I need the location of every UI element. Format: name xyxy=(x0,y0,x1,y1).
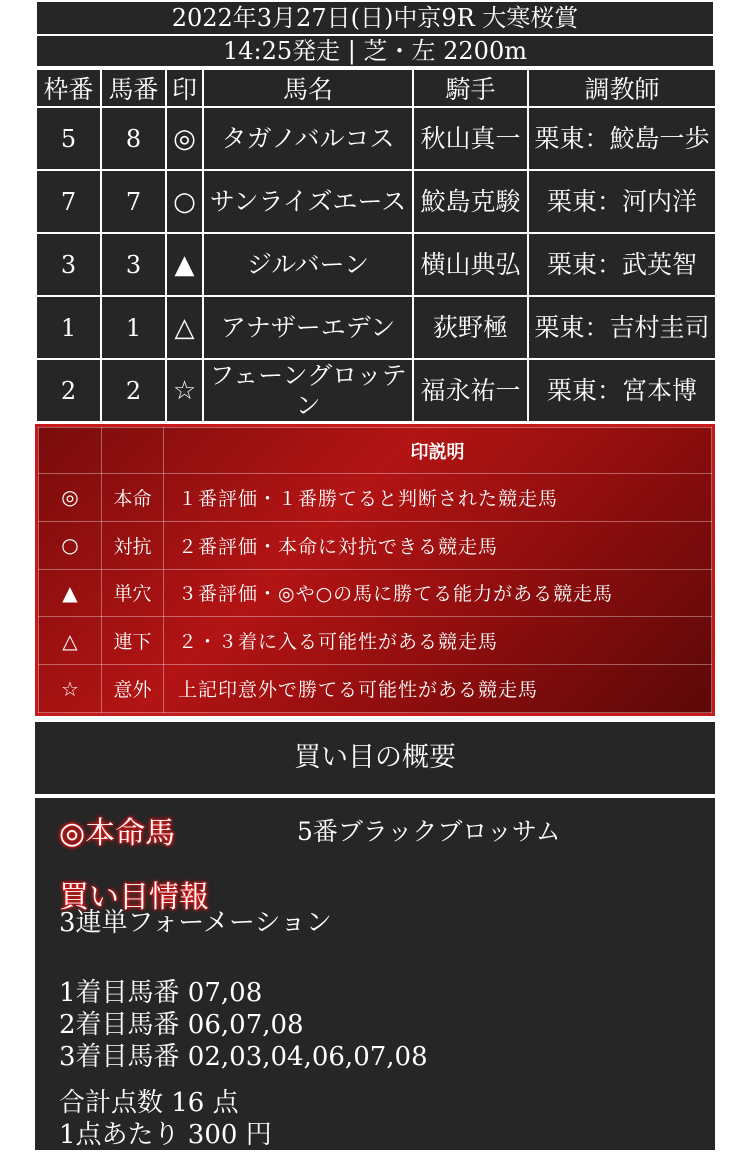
summary-panel xyxy=(35,798,715,1150)
legend-desc: １番評価・１番勝てると判断された競走馬 xyxy=(164,474,712,522)
horse-name-cell: ジルバーン xyxy=(203,233,413,296)
legend-header-row xyxy=(39,428,712,474)
race-conditions: 14:25発走 | 芝・左 2200m xyxy=(35,36,715,68)
honmei-label: ◎本命馬 xyxy=(59,816,176,851)
uma-cell: 8 xyxy=(101,107,166,170)
col-jockey: 騎手 xyxy=(413,69,528,107)
trainer-cell: 栗東：宮本博 xyxy=(528,359,716,422)
legend-desc: ３番評価・◎や○の馬に勝てる能力がある競走馬 xyxy=(164,569,712,617)
race-card xyxy=(35,0,715,1150)
kaime-label: 買い目情報 xyxy=(59,880,209,915)
legend-mark: △ xyxy=(39,617,102,665)
legend-label: 本命 xyxy=(102,474,164,522)
legend-label: 対抗 xyxy=(102,521,164,569)
table-row xyxy=(36,296,716,359)
mark-cell: ◎ xyxy=(166,107,203,170)
col-waku: 枠番 xyxy=(36,69,101,107)
table-row xyxy=(36,233,716,296)
first-place-numbers: 1着目馬番 07,08 xyxy=(59,978,263,1008)
trainer-cell: 栗東：鮫島一歩 xyxy=(528,107,716,170)
legend-mark: ○ xyxy=(39,521,102,569)
jockey-cell: 秋山真一 xyxy=(413,107,528,170)
horse-name-cell: サンライズエース xyxy=(203,170,413,233)
legend-mark: ☆ xyxy=(39,665,102,713)
legend-label: 連下 xyxy=(102,617,164,665)
horse-name-cell: フェーングロッテン xyxy=(203,359,413,422)
trainer-cell: 栗東：河内洋 xyxy=(528,170,716,233)
trainer-cell: 栗東：吉村圭司 xyxy=(528,296,716,359)
col-trainer: 調教師 xyxy=(528,69,716,107)
price-per-point: 1点あたり 300 円 xyxy=(59,1120,272,1150)
summary-title: 買い目の概要 xyxy=(35,722,715,794)
waku-cell: 1 xyxy=(36,296,101,359)
mark-cell: ▲ xyxy=(166,233,203,296)
table-header-row xyxy=(36,69,716,107)
bet-type: 3連単フォーメーション xyxy=(59,908,332,938)
horse-name-cell: アナザーエデン xyxy=(203,296,413,359)
uma-cell: 3 xyxy=(101,233,166,296)
col-uma: 馬番 xyxy=(101,69,166,107)
honmei-horse: 5番ブラックブロッサム xyxy=(297,817,561,846)
jockey-cell: 福永祐一 xyxy=(413,359,528,422)
table-row xyxy=(36,170,716,233)
mark-cell: ○ xyxy=(166,170,203,233)
trainer-cell: 栗東：武英智 xyxy=(528,233,716,296)
legend-desc: 上記印意外で勝てる可能性がある競走馬 xyxy=(164,665,712,713)
mark-cell: ☆ xyxy=(166,359,203,422)
mark-cell: △ xyxy=(166,296,203,359)
legend-label: 意外 xyxy=(102,665,164,713)
jockey-cell: 横山典弘 xyxy=(413,233,528,296)
legend-mark: ◎ xyxy=(39,474,102,522)
jockey-cell: 荻野極 xyxy=(413,296,528,359)
entry-table xyxy=(35,68,717,423)
horse-name-cell: タガノバルコス xyxy=(203,107,413,170)
total-points: 合計点数 16 点 xyxy=(59,1088,239,1118)
legend-title: 印説明 xyxy=(164,428,712,474)
legend-desc: ２番評価・本命に対抗できる競走馬 xyxy=(164,521,712,569)
table-row xyxy=(36,359,716,422)
uma-cell: 7 xyxy=(101,170,166,233)
table-row xyxy=(36,107,716,170)
col-mark: 印 xyxy=(166,69,203,107)
legend-row xyxy=(39,474,712,522)
legend-desc: ２・３着に入る可能性がある競走馬 xyxy=(164,617,712,665)
uma-cell: 2 xyxy=(101,359,166,422)
third-place-numbers: 3着目馬番 02,03,04,06,07,08 xyxy=(59,1042,428,1072)
waku-cell: 3 xyxy=(36,233,101,296)
legend-row xyxy=(39,665,712,713)
jockey-cell: 鮫島克駿 xyxy=(413,170,528,233)
legend-label: 単穴 xyxy=(102,569,164,617)
race-title: 2022年3月27日(日)中京9R 大寒桜賞 xyxy=(35,0,715,36)
uma-cell: 1 xyxy=(101,296,166,359)
legend-row xyxy=(39,617,712,665)
col-horse-name: 馬名 xyxy=(203,69,413,107)
mark-legend-banner xyxy=(35,424,715,716)
second-place-numbers: 2着目馬番 06,07,08 xyxy=(59,1010,304,1040)
legend-row xyxy=(39,521,712,569)
waku-cell: 2 xyxy=(36,359,101,422)
waku-cell: 7 xyxy=(36,170,101,233)
legend-mark: ▲ xyxy=(39,569,102,617)
legend-row xyxy=(39,569,712,617)
waku-cell: 5 xyxy=(36,107,101,170)
